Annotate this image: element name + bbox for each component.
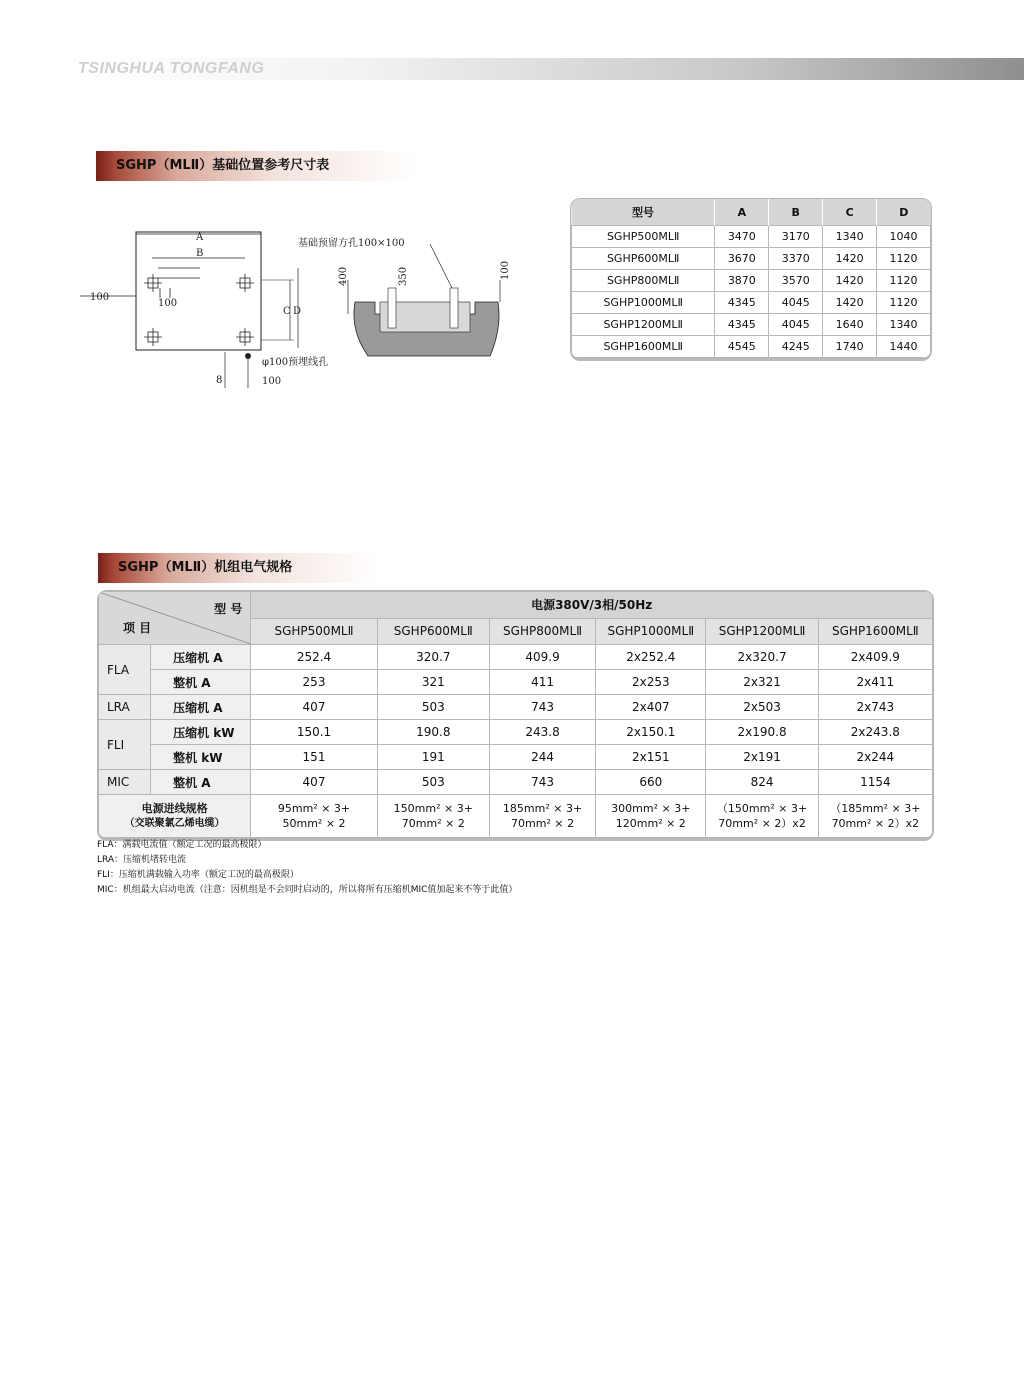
- row-label: 整机 kW: [151, 745, 251, 770]
- table-row: [99, 745, 933, 770]
- dim-cell: 1420: [823, 270, 877, 292]
- value-cell: 2x191: [706, 745, 818, 770]
- dim-cell: 1340: [823, 226, 877, 248]
- value-cell: 243.8: [489, 720, 595, 745]
- model-cell: SGHP1600MLⅡ: [572, 336, 715, 358]
- row-label: 整机 A: [151, 770, 251, 795]
- dim-c-label: C: [283, 306, 291, 317]
- model-cell: SGHP1200MLⅡ: [572, 314, 715, 336]
- dim-header-1: A: [715, 199, 769, 226]
- electrical-table-container: [97, 590, 934, 839]
- dim-cell: 3870: [715, 270, 769, 292]
- model-header-0: SGHP500MLⅡ: [251, 618, 377, 645]
- cable-line: 185mm² × 3+: [502, 802, 583, 815]
- dim-header-4: D: [877, 199, 931, 226]
- cable-cell: [489, 795, 595, 838]
- value-cell: 409.9: [489, 645, 595, 670]
- hole-label: φ100预埋线孔: [262, 357, 329, 368]
- model-cell: SGHP600MLⅡ: [572, 248, 715, 270]
- dim-cell: 1640: [823, 314, 877, 336]
- row-label: 压缩机 A: [151, 695, 251, 720]
- fla-label: FLA: [99, 645, 151, 695]
- value-cell: 2x320.7: [706, 645, 818, 670]
- value-cell: 411: [489, 670, 595, 695]
- dim-cell: 3170: [769, 226, 823, 248]
- table-row: [99, 720, 933, 745]
- table-row: [572, 270, 931, 292]
- cable-line: 70mm² × 2）x2: [831, 817, 920, 830]
- dim-b-label: B: [196, 248, 204, 259]
- value-cell: 2x150.1: [596, 720, 706, 745]
- value-cell: 2x253: [596, 670, 706, 695]
- footnotes: [97, 838, 517, 898]
- dim-cell: 1440: [877, 336, 931, 358]
- value-cell: 2x409.9: [818, 645, 932, 670]
- value-cell: 2x190.8: [706, 720, 818, 745]
- dimension-table-container: [570, 198, 932, 359]
- value-cell: 743: [489, 695, 595, 720]
- row-label: 压缩机 kW: [151, 720, 251, 745]
- row-label: 压缩机 A: [151, 645, 251, 670]
- dim-header-3: C: [823, 199, 877, 226]
- dim-350: 350: [398, 266, 409, 286]
- dim-cell: 1740: [823, 336, 877, 358]
- model-header-3: SGHP1000MLⅡ: [596, 618, 706, 645]
- dim-a-label: A: [196, 232, 204, 243]
- table-row: [99, 795, 933, 838]
- cable-line: 70mm² × 2）x2: [718, 817, 806, 830]
- table-row: [99, 695, 933, 720]
- dim-cell: 3370: [769, 248, 823, 270]
- table-row: [572, 314, 931, 336]
- model-cell: SGHP500MLⅡ: [572, 226, 715, 248]
- cable-line: （150mm² × 3+: [716, 802, 808, 815]
- value-cell: 407: [251, 770, 377, 795]
- value-cell: 320.7: [377, 645, 489, 670]
- section-title-dimensions: SGHP（MLⅡ）基础位置参考尺寸表: [96, 151, 416, 181]
- dim-cell: 1120: [877, 292, 931, 314]
- table-row: [99, 670, 933, 695]
- value-cell: 2x503: [706, 695, 818, 720]
- cable-cell: [596, 795, 706, 838]
- value-cell: 2x743: [818, 695, 932, 720]
- dimension-table: [571, 199, 931, 358]
- dim-d-label: D: [293, 306, 302, 317]
- value-cell: 1154: [818, 770, 932, 795]
- value-cell: 2x244: [818, 745, 932, 770]
- value-cell: 191: [377, 745, 489, 770]
- power-header: 电源380V/3相/50Hz: [251, 592, 933, 619]
- table-row: [572, 226, 931, 248]
- cable-line: 50mm² × 2: [282, 817, 346, 830]
- cable-label-line1: 电源进线规格: [141, 802, 208, 815]
- model-header-4: SGHP1200MLⅡ: [706, 618, 818, 645]
- dim-400: 400: [338, 266, 349, 286]
- footnote-line: LRA：压缩机堵转电流: [97, 855, 187, 865]
- value-cell: 743: [489, 770, 595, 795]
- value-cell: 503: [377, 695, 489, 720]
- table-row: [99, 645, 933, 670]
- dim-cell: 1420: [823, 292, 877, 314]
- cable-spec-label: [99, 795, 251, 838]
- model-header-1: SGHP600MLⅡ: [377, 618, 489, 645]
- model-cell: SGHP1000MLⅡ: [572, 292, 715, 314]
- model-header-2: SGHP800MLⅡ: [489, 618, 595, 645]
- dim-cell: 4045: [769, 314, 823, 336]
- cable-cell: [251, 795, 377, 838]
- value-cell: 407: [251, 695, 377, 720]
- table-row: [572, 336, 931, 358]
- cable-cell: [706, 795, 818, 838]
- footnote-line: FLI：压缩机满载输入功率（额定工况的最高极限）: [97, 870, 299, 880]
- value-cell: 660: [596, 770, 706, 795]
- dim-header-0: 型号: [572, 199, 715, 226]
- dim-cell: 4545: [715, 336, 769, 358]
- electrical-spec-table: [98, 591, 933, 838]
- value-cell: 2x407: [596, 695, 706, 720]
- table-corner-header: [99, 592, 250, 644]
- dim-100-inner: 100: [158, 298, 178, 309]
- footnote-line: MIC：机组最大启动电流（注意：因机组是不会同时启动的，所以将所有压缩机MIC值加起来不等于此值）: [97, 885, 518, 895]
- table-row: [572, 292, 931, 314]
- section-title-electrical: SGHP（MLⅡ）机组电气规格: [98, 553, 378, 583]
- cable-cell: [377, 795, 489, 838]
- corner-model-label: 型 号: [214, 602, 243, 616]
- cable-line: 300mm² × 3+: [611, 802, 691, 815]
- cable-label-line2: （交联聚氯乙烯电缆）: [124, 818, 225, 829]
- dim-cell: 1120: [877, 270, 931, 292]
- dim-cell: 4245: [769, 336, 823, 358]
- cable-line: 95mm² × 3+: [277, 802, 351, 815]
- cable-line: （185mm² × 3+: [830, 802, 921, 815]
- footnote-line: FLA：满载电流值（额定工况的最高极限）: [97, 840, 267, 850]
- dim-cell: 1340: [877, 314, 931, 336]
- lra-label: LRA: [99, 695, 151, 720]
- dim-cell: 3670: [715, 248, 769, 270]
- cable-cell: [818, 795, 932, 838]
- dim-cell: 4345: [715, 314, 769, 336]
- foundation-diagram: [80, 218, 530, 398]
- value-cell: 321: [377, 670, 489, 695]
- dim-cell: 3570: [769, 270, 823, 292]
- value-cell: 824: [706, 770, 818, 795]
- row-label: 整机 A: [151, 670, 251, 695]
- dim-cell: 1120: [877, 248, 931, 270]
- corner-item-label: 项 目: [123, 621, 152, 635]
- cable-line: 120mm² × 2: [615, 817, 686, 830]
- fli-label: FLI: [99, 720, 151, 770]
- table-row: [99, 770, 933, 795]
- value-cell: 2x243.8: [818, 720, 932, 745]
- model-header-5: SGHP1600MLⅡ: [818, 618, 932, 645]
- value-cell: 252.4: [251, 645, 377, 670]
- cable-line: 70mm² × 2: [401, 817, 465, 830]
- cable-line: 150mm² × 3+: [393, 802, 473, 815]
- value-cell: 2x411: [818, 670, 932, 695]
- dim-cell: 4345: [715, 292, 769, 314]
- square-hole-label: 基础预留方孔100×100: [298, 238, 405, 249]
- mic-label: MIC: [99, 770, 151, 795]
- value-cell: 2x321: [706, 670, 818, 695]
- cable-line: 70mm² × 2: [511, 817, 575, 830]
- dim-100-left: 100: [90, 292, 110, 303]
- value-cell: 2x151: [596, 745, 706, 770]
- dim-100-right: 100: [500, 260, 511, 280]
- dim-8-label: 8: [216, 375, 223, 386]
- dim-cell: 4045: [769, 292, 823, 314]
- value-cell: 150.1: [251, 720, 377, 745]
- dim-cell: 1040: [877, 226, 931, 248]
- dim-100-bottom: 100: [262, 376, 282, 387]
- table-row: [572, 248, 931, 270]
- value-cell: 190.8: [377, 720, 489, 745]
- value-cell: 244: [489, 745, 595, 770]
- dim-cell: 1420: [823, 248, 877, 270]
- value-cell: 503: [377, 770, 489, 795]
- value-cell: 151: [251, 745, 377, 770]
- value-cell: 253: [251, 670, 377, 695]
- model-cell: SGHP800MLⅡ: [572, 270, 715, 292]
- value-cell: 2x252.4: [596, 645, 706, 670]
- dim-cell: 3470: [715, 226, 769, 248]
- dim-header-2: B: [769, 199, 823, 226]
- brand-logo: TSINGHUA TONGFANG: [78, 60, 265, 77]
